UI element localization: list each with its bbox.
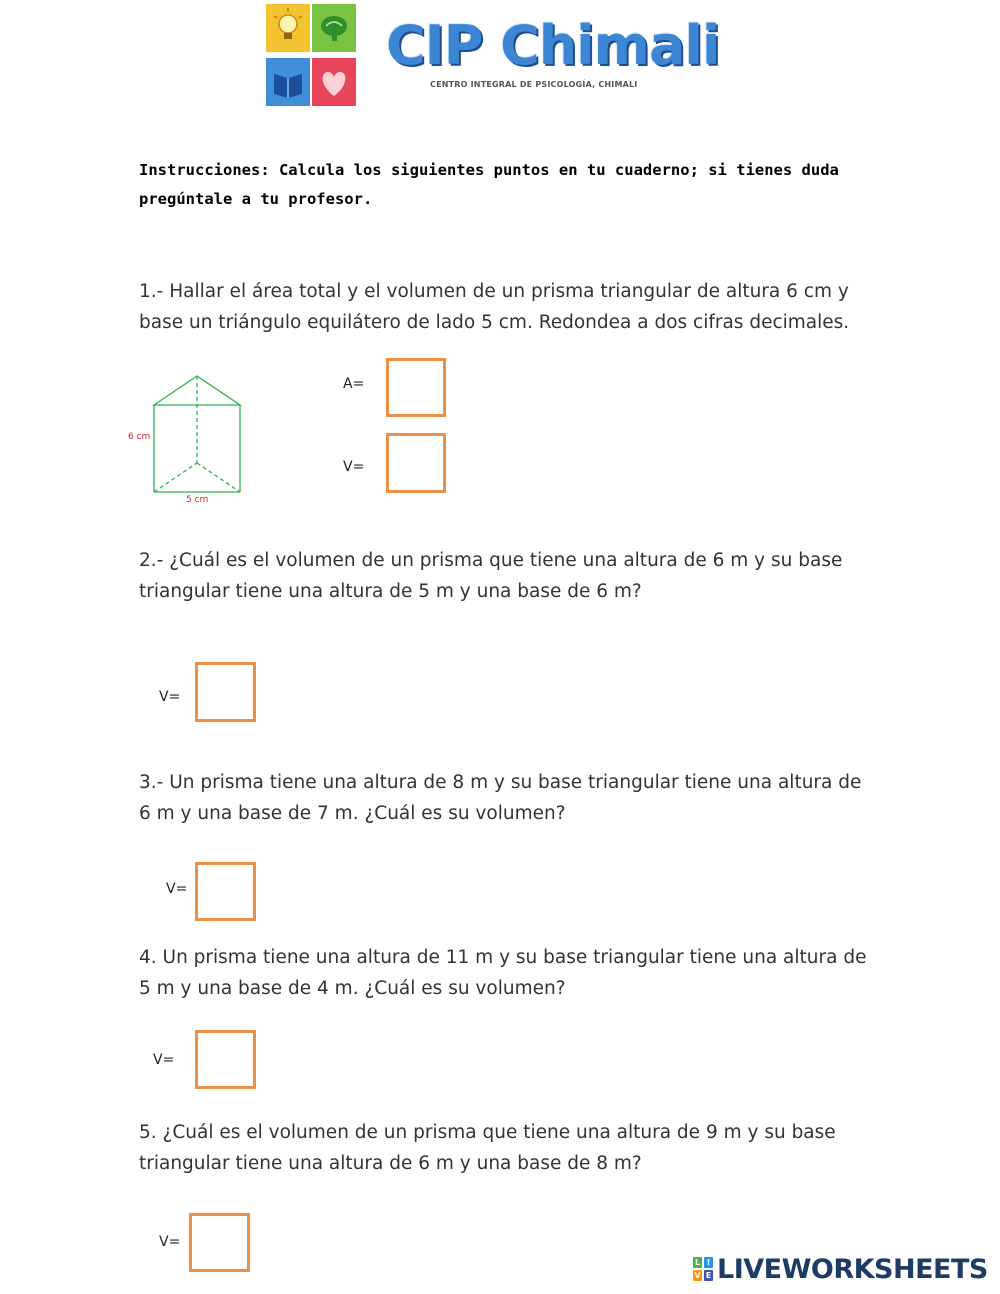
lightbulb-icon: [266, 4, 310, 52]
answer-box-area-q1[interactable]: [386, 358, 446, 417]
answer-box-volume-q2[interactable]: [195, 662, 256, 722]
logo-subtitle: CENTRO INTEGRAL DE PSICOLOGÍA, CHIMALI: [430, 80, 638, 89]
brand-icon-letter: L: [694, 1258, 701, 1267]
question-3-text: 3.- Un prisma tiene una altura de 8 m y su base triangular tiene una altura de 6 m y una base de 7 m. ¿Cuál es su volumen?: [139, 772, 862, 824]
figure-base-label: 5 cm: [186, 495, 209, 505]
answer-label-volume-q5: V=: [159, 1234, 181, 1250]
question-2-text: 2.- ¿Cuál es el volumen de un prisma que tiene una altura de 6 m y su base triangular tiene una altura de 5 m y una base de 6 m?: [139, 550, 843, 602]
liveworksheets-logo-icon: [693, 1257, 713, 1281]
answer-label-volume-q4: V=: [153, 1052, 175, 1068]
question-5-text: 5. ¿Cuál es el volumen de un prisma que tiene una altura de 9 m y su base triangular tiene una altura de 6 m y una base de 8 m?: [139, 1122, 836, 1174]
brand-icon-letter: V: [694, 1271, 701, 1280]
instructions: Instrucciones: Calcula los siguientes puntos en tu cuaderno; si tienes duda pregúntale a tu profesor.: [139, 161, 839, 208]
answer-label-volume-q2: V=: [159, 689, 181, 705]
figure-height-label: 6 cm: [128, 432, 151, 442]
question-1-text: 1.- Hallar el área total y el volumen de un prisma triangular de altura 6 cm y base un triángulo equilátero de lado 5 cm. Redondea a dos cifras decimales.: [139, 281, 850, 333]
logo-title: CIP Chimali: [386, 14, 720, 77]
question-4-text: 4. Un prisma tiene una altura de 11 m y su base triangular tiene una altura de 5 m y una base de 4 m. ¿Cuál es su volumen?: [139, 947, 867, 999]
heart-icon: [312, 58, 356, 106]
answer-box-volume-q1[interactable]: [386, 433, 446, 493]
answer-label-volume-q3: V=: [166, 881, 188, 897]
answer-box-volume-q5[interactable]: [189, 1213, 250, 1272]
liveworksheets-brand[interactable]: [693, 1252, 988, 1286]
answer-label-area-q1: A=: [343, 376, 365, 392]
liveworksheets-text: LIVEWORKSHEETS: [717, 1253, 988, 1285]
answer-label-volume-q1: V=: [343, 459, 365, 475]
answer-box-volume-q4[interactable]: [195, 1030, 256, 1089]
brain-icon: [312, 4, 356, 52]
brand-icon-letter: I: [704, 1257, 713, 1268]
brand-icon-letter: E: [705, 1271, 712, 1280]
book-icon: [266, 58, 310, 106]
answer-box-volume-q3[interactable]: [195, 862, 256, 921]
